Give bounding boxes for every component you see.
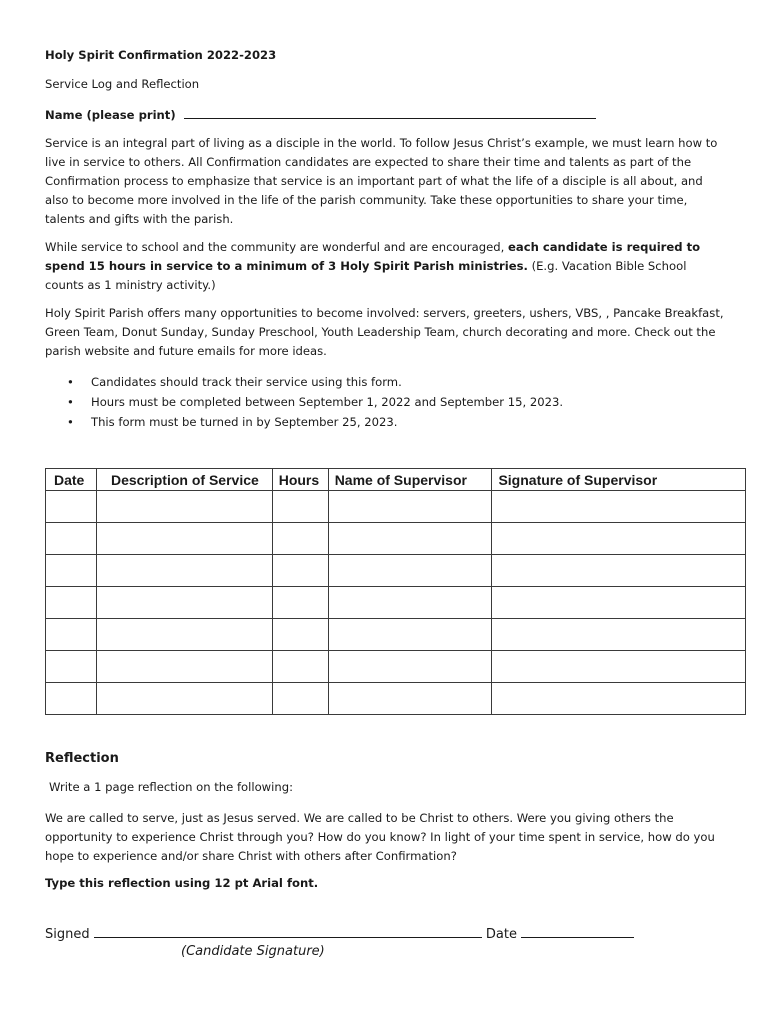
table-row (46, 523, 746, 555)
supervisor-name-cell[interactable] (328, 651, 492, 683)
date-cell[interactable] (46, 683, 97, 715)
date-cell[interactable] (46, 587, 97, 619)
para2-text-end: (E.g. Vacation Bible School counts as 1 ministry activity.) (45, 259, 687, 292)
hours-cell[interactable] (272, 651, 328, 683)
hours-cell[interactable] (272, 523, 328, 555)
name-line[interactable] (184, 106, 596, 119)
signature-caption: (Candidate Signature) (181, 944, 325, 959)
description-cell[interactable] (96, 683, 272, 715)
intro-paragraph-3: Holy Spirit Parish offers many opportunities to become involved: servers, greeters, ushers, VBS, , Pancake Breakfast, Green Team, Donut Sunday, Sunday Preschool, Youth Leadership Team, church decorating and more. Check out the parish website and future emails for more ideas. (45, 306, 724, 358)
hours-cell[interactable] (272, 619, 328, 651)
table-header-row (46, 469, 746, 491)
supervisor-name-cell[interactable] (328, 523, 492, 555)
date-cell[interactable] (46, 619, 97, 651)
supervisor-name-cell[interactable] (328, 491, 492, 523)
table-row (46, 651, 746, 683)
description-cell[interactable] (96, 651, 272, 683)
header-supervisor-name: Name of Supervisor (328, 469, 492, 491)
supervisor-signature-cell[interactable] (492, 683, 746, 715)
name-field[interactable] (45, 106, 725, 122)
reflection-heading: Reflection (45, 751, 119, 766)
header-date: Date (46, 469, 97, 491)
reflection-format-note: Type this reflection using 12 pt Arial font. (45, 876, 319, 890)
supervisor-signature-cell[interactable] (492, 587, 746, 619)
para2-text-start: While service to school and the community are wonderful and are encouraged, (45, 240, 509, 254)
description-cell[interactable] (96, 523, 272, 555)
supervisor-name-cell[interactable] (328, 555, 492, 587)
instructions-list (45, 372, 725, 432)
description-cell[interactable] (96, 555, 272, 587)
supervisor-name-cell[interactable] (328, 619, 492, 651)
date-cell[interactable] (46, 491, 97, 523)
header-supervisor-signature: Signature of Supervisor (492, 469, 746, 491)
description-cell[interactable] (96, 587, 272, 619)
intro-paragraph-2 (45, 238, 725, 295)
supervisor-signature-cell[interactable] (492, 555, 746, 587)
hours-cell[interactable] (272, 491, 328, 523)
list-item: • Hours must be completed between September 1, 2022 and September 15, 2023. (45, 392, 725, 412)
reflection-instruction: Write a 1 page reflection on the following: (49, 780, 294, 794)
date-label: Date (485, 927, 517, 942)
table-row (46, 619, 746, 651)
bullet-icon: • (67, 415, 74, 429)
bullet-icon: • (67, 395, 74, 409)
signed-label: Signed (45, 927, 90, 942)
hours-cell[interactable] (272, 587, 328, 619)
description-cell[interactable] (96, 619, 272, 651)
supervisor-signature-cell[interactable] (492, 619, 746, 651)
date-cell[interactable] (46, 555, 97, 587)
description-cell[interactable] (96, 491, 272, 523)
hours-cell[interactable] (272, 683, 328, 715)
signature-line (45, 925, 725, 942)
page-title: Holy Spirit Confirmation 2022-2023 (45, 48, 277, 62)
page-subtitle: Service Log and Reflection (45, 77, 200, 91)
header-hours: Hours (272, 469, 328, 491)
date-cell[interactable] (46, 523, 97, 555)
reflection-prompt: We are called to serve, just as Jesus served. We are called to be Christ to others. Were you giving others the opportunity to experience Christ through you? How do you know? In light of your time spent in service, how do you hope to experience and/or share Christ with others after Confirmation? (45, 811, 715, 863)
date-cell[interactable] (46, 651, 97, 683)
supervisor-name-cell[interactable] (328, 587, 492, 619)
supervisor-name-cell[interactable] (328, 683, 492, 715)
supervisor-signature-cell[interactable] (492, 651, 746, 683)
header-description: Description of Service (96, 469, 272, 491)
name-label: Name (please print) (45, 108, 176, 122)
supervisor-signature-cell[interactable] (492, 523, 746, 555)
table-row (46, 587, 746, 619)
supervisor-signature-cell[interactable] (492, 491, 746, 523)
table-row (46, 491, 746, 523)
bullet-icon: • (67, 375, 74, 389)
list-item: • This form must be turned in by September 25, 2023. (45, 412, 725, 432)
table-row (46, 555, 746, 587)
list-item: • Candidates should track their service using this form. (45, 372, 725, 392)
hours-cell[interactable] (272, 555, 328, 587)
table-row (46, 683, 746, 715)
intro-paragraph-1: Service is an integral part of living as a disciple in the world. To follow Jesus Christ’s example, we must learn how to live in service to others. All Confirmation candidates are expected to share their time and talents as part of the Confirmation process to emphasize that service is an important part of what the life of a disciple is all about, and also to become more involved in the life of the parish community. Take these opportunities to share your time, talents and gifts with the parish. (45, 136, 718, 226)
candidate-signature-field[interactable] (94, 925, 482, 938)
service-log-table (45, 468, 746, 715)
para2-requirement: each candidate is required to spend 15 hours in service to a minimum of 3 Holy Spirit Parish ministries. (45, 240, 701, 273)
date-field[interactable] (521, 925, 634, 938)
